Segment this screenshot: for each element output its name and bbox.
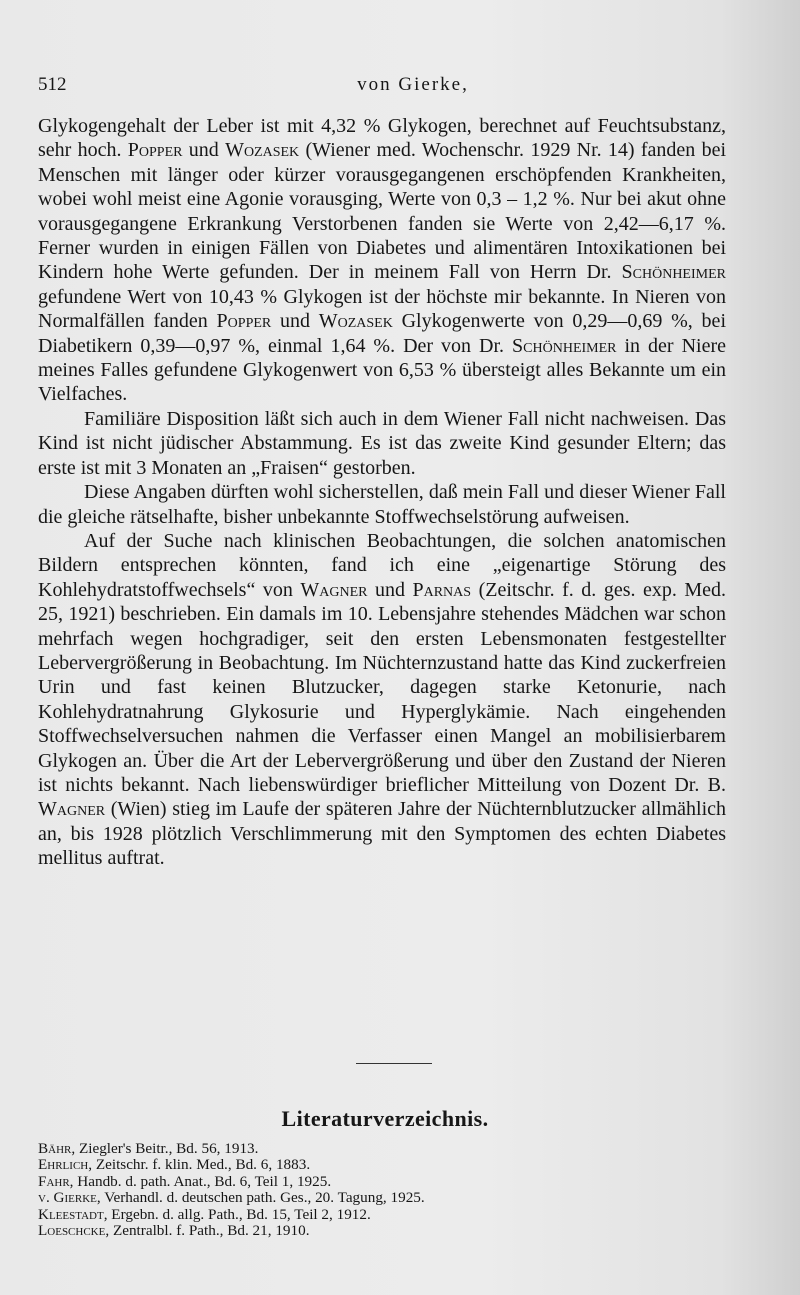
bibliography-author: Ehrlich	[38, 1156, 89, 1174]
bibliography-entry	[38, 1190, 728, 1206]
section-divider	[356, 1063, 432, 1064]
paragraph-text: (Wien) stieg im Laufe der späteren Jahre der Nüchternblutzucker allmählich an, bis 1928 plötzlich Verschlimmerung mit den Symptomen des echten Diabetes mellitus auftrat.	[38, 798, 726, 870]
page-header	[38, 74, 728, 100]
bibliography-entry	[38, 1207, 728, 1223]
paragraph-text: (Zeitschr. f. d. ges. exp. Med. 25, 1921) beschrieben. Ein damals im 10. Lebensjahre stehendes Mädchen war schon mehrfach wegen hochgradiger, seit den ersten Lebensmonaten festgestellter Lebervergrößerung in Beobachtung. Im Nüchternzustand hatte das Kind zuckerfreien Urin und fast keinen Blutzucker, dagegen starke Ketonurie, nach Kohlehydratnahrung Glykosurie und Hyperglykämie. Nach eingehenden Stoffwechselversuchen nahmen die Verfasser einen Mangel an mobilisierbarem Glykogen an. Über die Art der Lebervergrößerung und über den Zustand der Nieren ist nichts bekannt. Nach liebenswürdiger brieflicher Mitteilung von Dozent Dr. B.	[38, 578, 727, 796]
bibliography-author: Loeschcke	[38, 1222, 106, 1240]
bibliography-citation: , Ziegler's Beitr., Bd. 56, 1913.	[71, 1140, 259, 1157]
bibliography-entry	[38, 1174, 728, 1190]
bibliography-author: Bähr	[38, 1140, 72, 1157]
bibliography-citation: , Verhandl. d. deutschen path. Ges., 20. Tagung, 1925.	[96, 1189, 425, 1207]
bibliography-author: v. Gierke	[38, 1189, 97, 1207]
author-name: Wagner	[38, 798, 106, 821]
body-paragraph	[38, 114, 726, 407]
body-text	[38, 114, 726, 871]
paragraph-text: Diese Angaben dürften wohl sicherstellen, daß mein Fall und dieser Wiener Fall die gleiche rätselhafte, bisher unbekannte Stoffwechselstörung aufweisen.	[38, 481, 726, 528]
body-paragraph	[38, 480, 726, 529]
paragraph-text: Glykogenwerte von 0,29—0,69 %, bei Diabetikern 0,39—0,97 %, einmal 1,64 %. Der von Dr.	[38, 310, 726, 357]
bibliography-citation: , Handb. d. path. Anat., Bd. 6, Teil 1, 1925.	[69, 1172, 332, 1190]
author-name: Schönheimer	[621, 261, 726, 284]
body-paragraph	[38, 407, 726, 480]
paragraph-text: (Wiener med. Wochenschr. 1929 Nr. 14) fanden bei Menschen mit länger oder kürzer vorausgegangenen erschöpfenden Krankheiten, wobei wohl meist eine Agonie vorausging, Werte von 0,3 – 1,2 %. Nur bei akut ohne vorausgegangene Erkrankung Verstorbenen fanden sie Werte von 2,42—6,17 %. Ferner wurden in einigen Fällen von Diabetes und alimentären Intoxikationen bei Kindern hohe Werte gefunden. Der in meinem Fall von Herrn Dr.	[38, 139, 726, 284]
bibliography-entry	[38, 1157, 728, 1173]
paragraph-text: in der Niere meines Falles gefundene Glykogenwert von 6,53 % übersteigt alles Bekannte um ein Vielfaches.	[38, 334, 726, 406]
bibliography-entry	[38, 1141, 728, 1157]
author-name: Wagner	[300, 578, 368, 601]
paragraph-text: gefundene Wert von 10,43 % Glykogen ist der höchste mir bekannte. In Nieren von Normalfällen fanden	[38, 285, 726, 333]
page-number: 512	[38, 74, 67, 95]
bibliography-author: Fahr	[38, 1172, 70, 1190]
bibliography-list	[38, 1141, 728, 1239]
paragraph-text: Auf der Suche nach klinischen Beobachtungen, die solchen anatomischen Bildern entsprechen könnten, fand ich eine „eigenartige Störung des Kohlehydratstoffwechsels“ von	[38, 529, 726, 601]
bibliography-citation: , Zeitschr. f. klin. Med., Bd. 6, 1883.	[88, 1156, 311, 1174]
bibliography-citation: , Ergebn. d. allg. Path., Bd. 15, Teil 2, 1912.	[103, 1205, 371, 1223]
body-paragraph	[38, 529, 726, 871]
paragraph-text: und	[367, 578, 413, 601]
bibliography-heading: Literaturverzeichnis.	[281, 1106, 489, 1131]
bibliography-author: Kleestadt	[38, 1205, 104, 1223]
author-name: Popper	[127, 139, 183, 162]
author-name: Parnas	[412, 578, 472, 601]
author-name: Popper	[216, 310, 272, 333]
paragraph-text: und	[271, 310, 319, 333]
author-name: Schönheimer	[512, 334, 617, 357]
paragraph-text: Familiäre Disposition läßt sich auch in dem Wiener Fall nicht nachweisen. Das Kind ist nicht jüdischer Abstammung. Es ist das zweite Kind gesunder Eltern; das erste ist mit 3 Monaten an „Fraisen“ gestorben.	[38, 407, 726, 479]
running-head: von Gierke,	[357, 74, 469, 95]
paragraph-text: Glykogengehalt der Leber ist mit 4,32 % Glykogen, berechnet auf Feuchtsubstanz, sehr hoch.	[38, 115, 726, 162]
author-name: Wozasek	[225, 139, 300, 162]
bibliography-citation: , Zentralbl. f. Path., Bd. 21, 1910.	[105, 1222, 310, 1240]
author-name: Wozasek	[318, 310, 393, 333]
paragraph-text: und	[182, 139, 226, 162]
bibliography-entry	[38, 1223, 728, 1239]
